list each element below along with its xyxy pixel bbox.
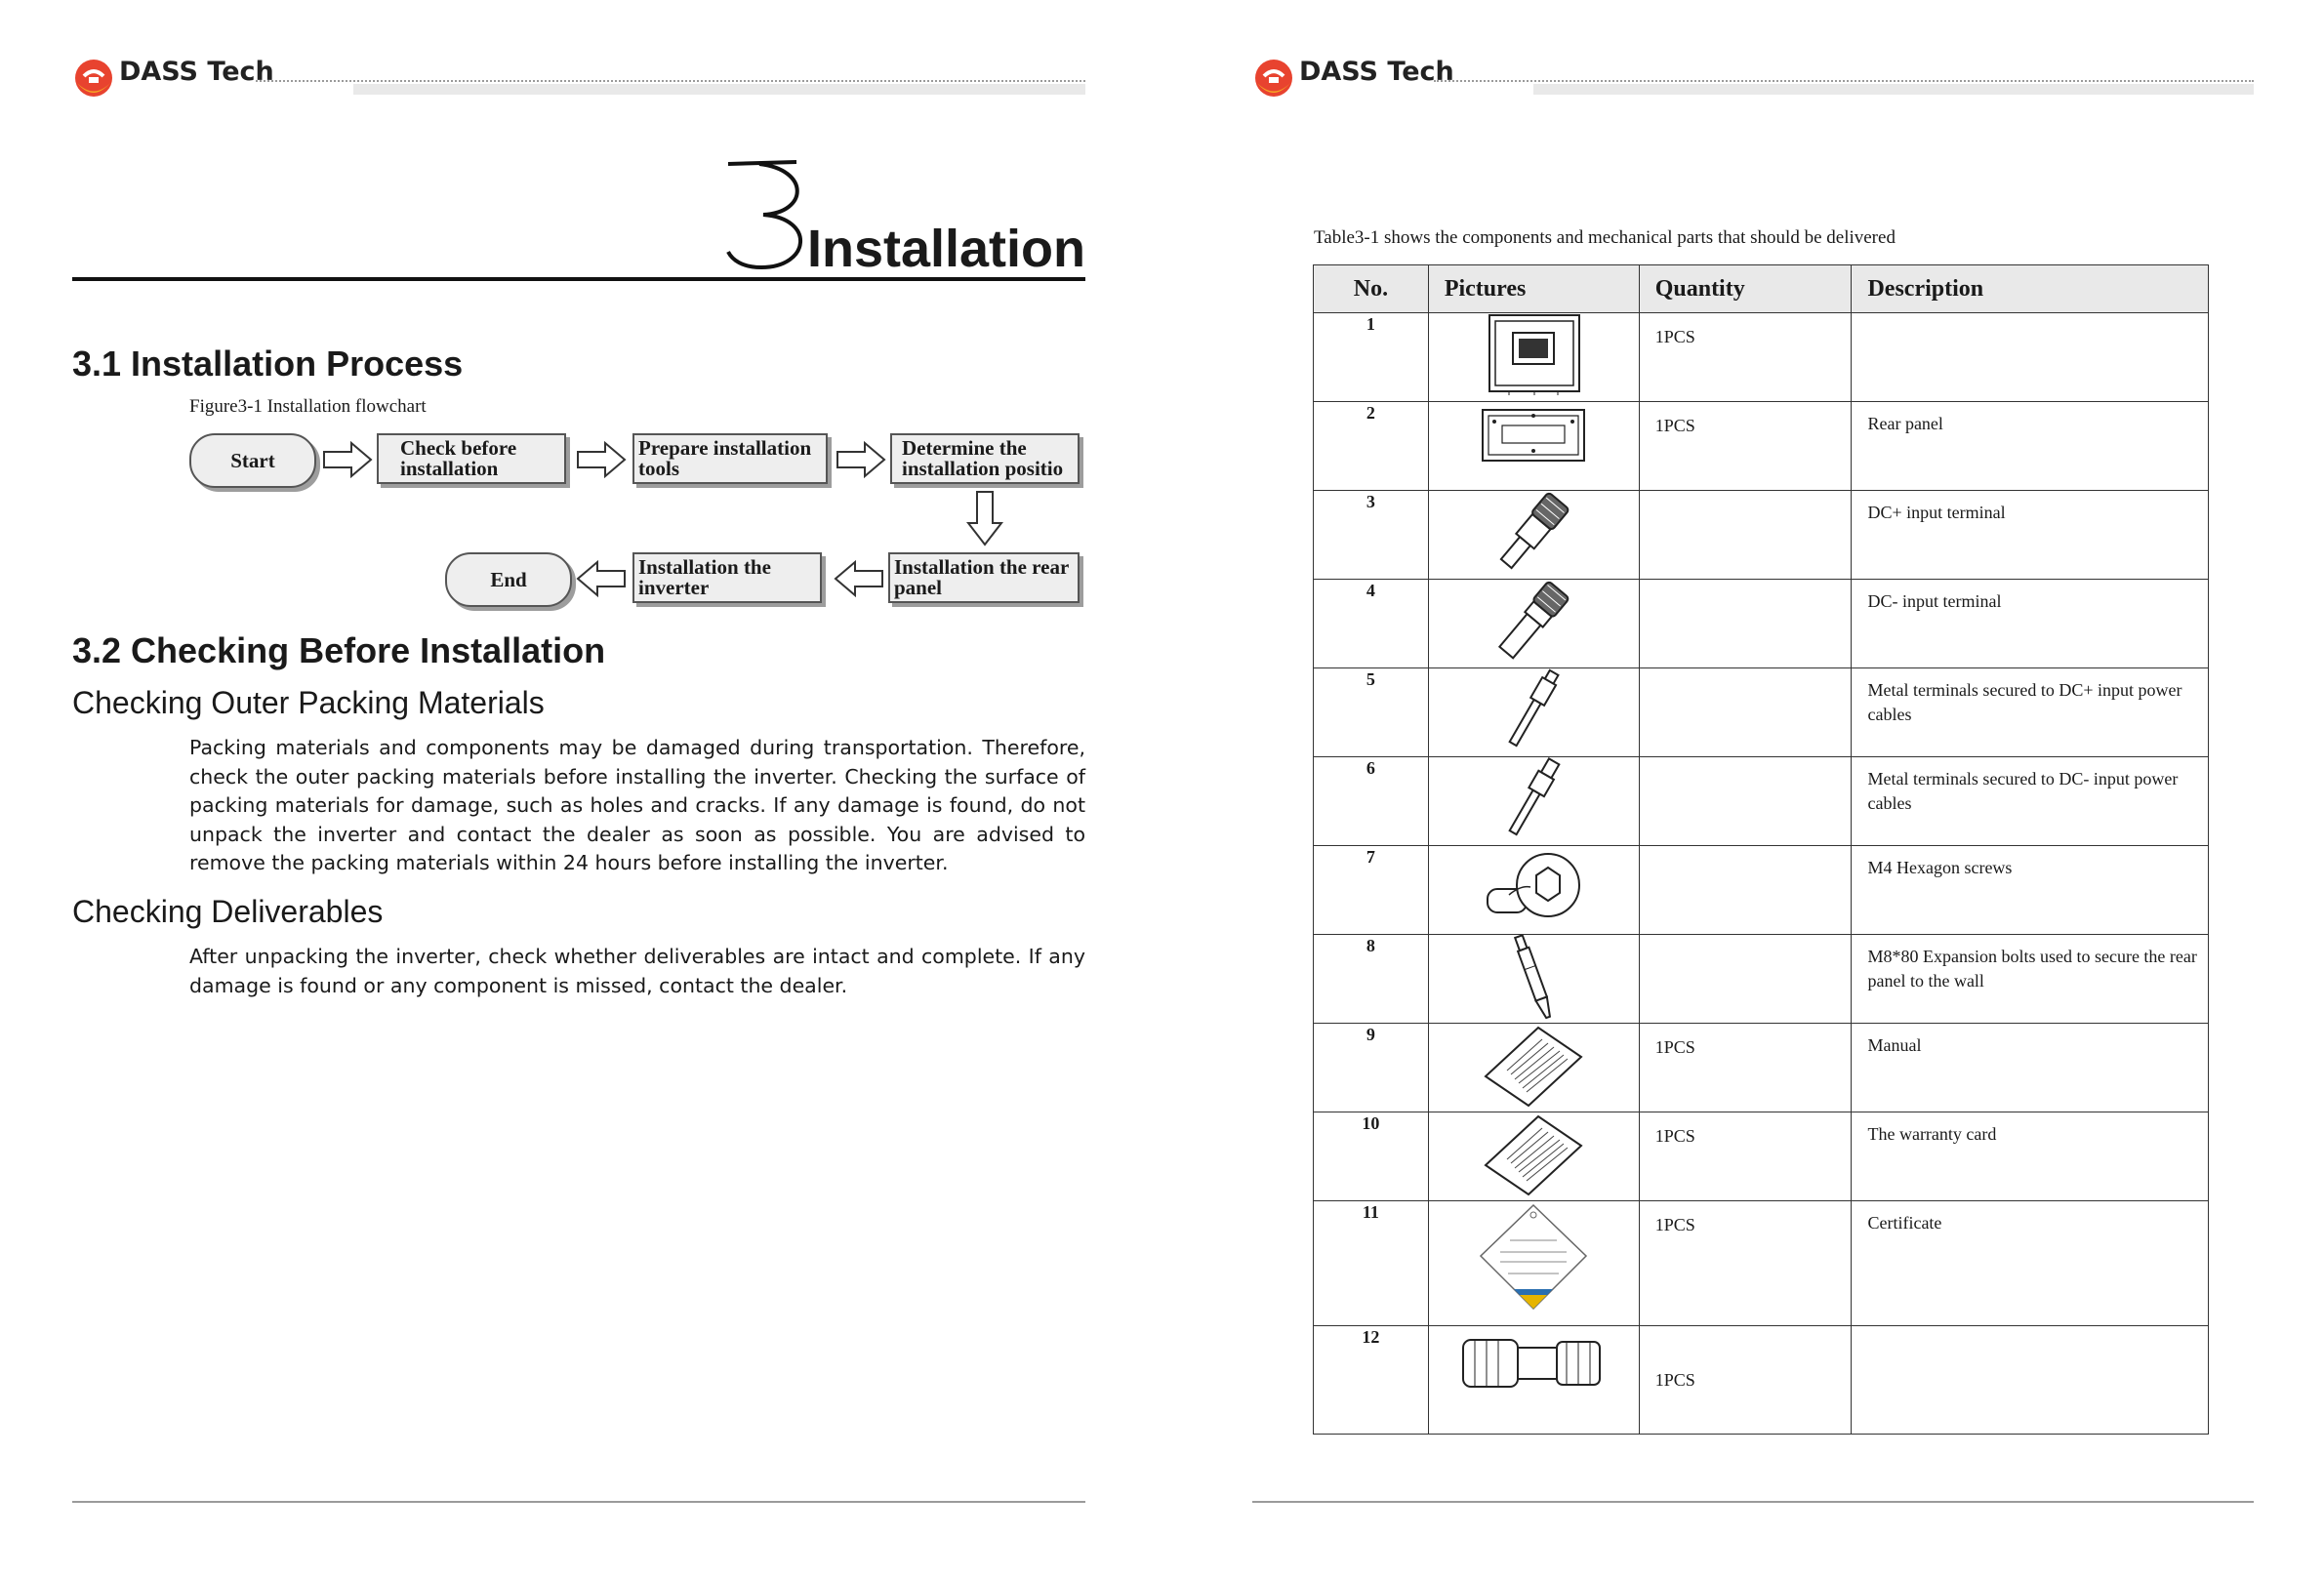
- flow-prepare-tools: Prepare installation tools: [632, 433, 828, 484]
- footer-rule: [72, 1501, 1085, 1503]
- row-no: 12: [1314, 1326, 1429, 1435]
- subsection-title: Checking Outer Packing Materials: [72, 685, 545, 720]
- chapter-rule: [72, 277, 1085, 281]
- certificate-icon: [1475, 1201, 1592, 1318]
- header-bar: [353, 84, 1085, 95]
- table-row: [1314, 1326, 2209, 1435]
- row-quantity: 1PCS: [1639, 1326, 1852, 1435]
- row-quantity: [1639, 668, 1852, 757]
- flow-arrow-left-icon: [576, 560, 627, 597]
- flow-arrow-right-icon: [322, 441, 373, 478]
- table-row: [1314, 1024, 2209, 1112]
- row-quantity: [1639, 846, 1852, 935]
- flow-arrow-right-icon: [576, 441, 627, 478]
- row-description: [1852, 1326, 2209, 1435]
- row-description: [1852, 313, 2209, 402]
- row-quantity: [1639, 935, 1852, 1024]
- column-header-description: Description: [1852, 265, 2209, 313]
- row-no: 5: [1314, 668, 1429, 757]
- footer-rule: [1252, 1501, 2254, 1503]
- metal-terminal-minus-icon: [1485, 757, 1582, 841]
- dass-logo-icon: [72, 57, 115, 100]
- section-title: 3.1 Installation Process: [72, 344, 464, 384]
- row-description: Metal terminals secured to DC- input power cables: [1852, 757, 2209, 846]
- dass-logo-icon: [1252, 57, 1295, 100]
- metal-terminal-plus-icon: [1485, 668, 1582, 752]
- row-no: 3: [1314, 491, 1429, 580]
- header-dotted-rule: [256, 80, 1085, 82]
- deliverables-table: [1313, 264, 2209, 1435]
- row-description: M4 Hexagon screws: [1852, 846, 2209, 935]
- row-no: 6: [1314, 757, 1429, 846]
- row-quantity: [1639, 491, 1852, 580]
- row-no: 10: [1314, 1112, 1429, 1201]
- table-row: [1314, 1201, 2209, 1326]
- table-row: [1314, 1112, 2209, 1201]
- chapter-title: Installation: [806, 220, 1085, 278]
- flow-install-inverter: Installation the inverter: [632, 552, 822, 603]
- paragraph-outer-packing: Packing materials and components may be damaged during transportation. Therefore, check the outer packing materials before installing the inverter. Checking the surface of packing materials for damage, such as holes and cracks. If any damage is found, do not unpack the inverter and contact the dealer as soon as possible. You are advised to remove the packing materials within 24 hours before installing the inverter.: [189, 736, 1085, 874]
- row-quantity: [1639, 580, 1852, 668]
- paragraph-deliverables: After unpacking the inverter, check whether deliverables are intact and complete. If any damage is found or any component is missed, contact the dealer.: [189, 945, 1085, 997]
- table-row: [1314, 580, 2209, 668]
- brand-name: DASS Tech: [1299, 57, 1454, 87]
- row-quantity: [1639, 757, 1852, 846]
- flow-arrow-right-icon: [836, 441, 886, 478]
- expansion-bolt-icon: [1485, 935, 1582, 1019]
- header-dotted-rule: [1434, 80, 2254, 82]
- flow-check-before-installation: Check before installation: [377, 433, 566, 484]
- subsection-title: Checking Deliverables: [72, 894, 384, 929]
- table-row: [1314, 313, 2209, 402]
- flow-determine-position: Determine the installation positio: [890, 433, 1080, 484]
- flow-end: End: [445, 552, 572, 607]
- dc-minus-connector-icon: [1485, 580, 1582, 664]
- row-no: 1: [1314, 313, 1429, 402]
- row-description: Metal terminals secured to DC+ input power cables: [1852, 668, 2209, 757]
- row-quantity: 1PCS: [1639, 1024, 1852, 1112]
- inverter-icon: [1480, 313, 1587, 395]
- right-page: [1162, 0, 2324, 1577]
- row-description: Manual: [1852, 1024, 2209, 1112]
- table-row: [1314, 402, 2209, 491]
- header-bar: [1533, 84, 2254, 95]
- table-row: [1314, 491, 2209, 580]
- row-no: 4: [1314, 580, 1429, 668]
- row-no: 2: [1314, 402, 1429, 491]
- figure-caption: Figure3-1 Installation flowchart: [189, 396, 427, 417]
- row-description: DC+ input terminal: [1852, 491, 2209, 580]
- flow-start: Start: [189, 433, 316, 488]
- table-row: [1314, 757, 2209, 846]
- brand-name: DASS Tech: [119, 57, 274, 87]
- dc-plus-connector-icon: [1485, 491, 1582, 575]
- table-caption: Table3-1 shows the components and mechanical parts that should be delivered: [1314, 227, 1896, 248]
- row-quantity: 1PCS: [1639, 313, 1852, 402]
- rear-panel-icon: [1475, 402, 1592, 470]
- table-row: [1314, 846, 2209, 935]
- flow-arrow-down-icon: [966, 490, 1003, 546]
- row-quantity: 1PCS: [1639, 1201, 1852, 1326]
- manual-icon: [1480, 1024, 1587, 1108]
- row-description: Rear panel: [1852, 402, 2209, 491]
- row-no: 9: [1314, 1024, 1429, 1112]
- row-no: 7: [1314, 846, 1429, 935]
- section-title: 3.2 Checking Before Installation: [72, 630, 606, 670]
- flow-install-rear-panel: Installation the rear panel: [888, 552, 1080, 603]
- row-no: 11: [1314, 1201, 1429, 1326]
- row-description: M8*80 Expansion bolts used to secure the rear panel to the wall: [1852, 935, 2209, 1024]
- table-header-row: [1314, 265, 2209, 313]
- column-header-pictures: Pictures: [1428, 265, 1639, 313]
- row-description: The warranty card: [1852, 1112, 2209, 1201]
- ac-connector-icon: [1455, 1326, 1611, 1400]
- column-header-no: No.: [1314, 265, 1429, 313]
- table-row: [1314, 668, 2209, 757]
- table-row: [1314, 935, 2209, 1024]
- flow-arrow-left-icon: [834, 560, 884, 597]
- chapter-number-glyph: [720, 156, 808, 271]
- row-description: Certificate: [1852, 1201, 2209, 1326]
- row-description: DC- input terminal: [1852, 580, 2209, 668]
- hexagon-screw-icon: [1480, 846, 1587, 930]
- column-header-quantity: Quantity: [1639, 265, 1852, 313]
- row-no: 8: [1314, 935, 1429, 1024]
- row-quantity: 1PCS: [1639, 402, 1852, 491]
- warranty-card-icon: [1480, 1112, 1587, 1196]
- row-quantity: 1PCS: [1639, 1112, 1852, 1201]
